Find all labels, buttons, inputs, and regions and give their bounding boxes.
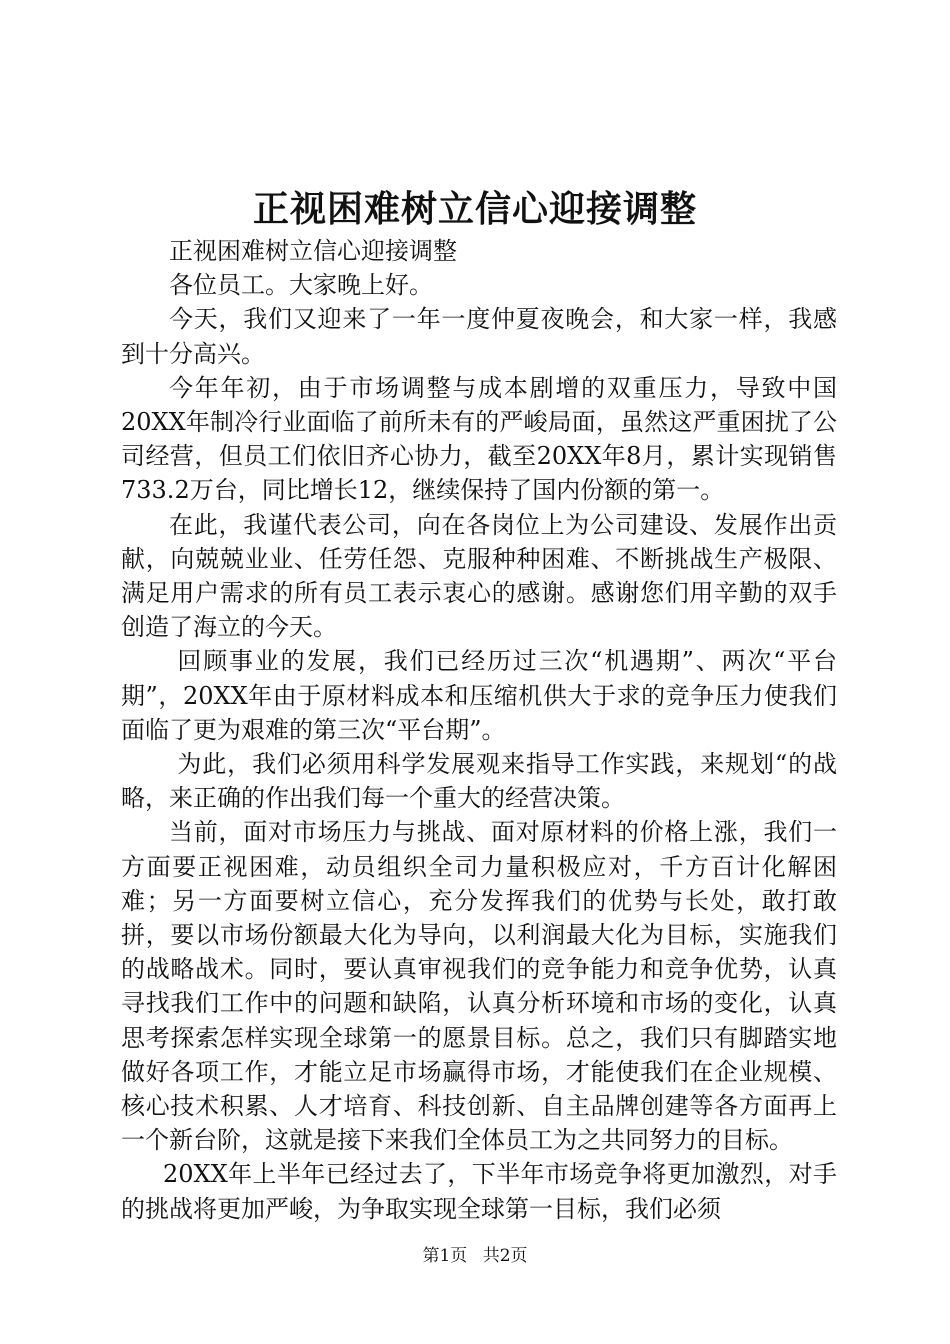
document-body — [121, 234, 837, 1226]
paragraph-second-half: 20XX年上半年已经过去了，下半年市场竞争将更加激烈，对手的挑战将更加严峻，为争取实现全球第一目标，我们必须 — [121, 1160, 837, 1223]
paragraph-greeting: 各位员工。大家晚上好。 — [169, 271, 433, 300]
paragraph-strategy: 为此，我们必须用科学发展观来指导工作实践，来规划“的战略，来正确的作出我们每一个重大的经营决策。 — [121, 750, 837, 813]
paragraph-subtitle: 正视困难树立信心迎接调整 — [169, 237, 457, 265]
page-footer — [0, 1245, 950, 1267]
page-number: 第1页 — [422, 1246, 468, 1266]
paragraph-review: 回顾事业的发展，我们已经历过三次“机遇期”、两次“平台期”，20XX年由于原材料成本和压缩机供大于求的竞争压力使我们面临了更为艰难的第三次“平台期”。 — [121, 647, 837, 744]
document-title: 正视困难树立信心迎接调整 — [252, 188, 697, 230]
paragraph-market-situation: 今年年初，由于市场调整与成本剧增的双重压力，导致中国20XX年制冷行业面临了前所未有的严峻局面，虽然这严重困扰了公司经营，但员工们依旧齐心协力，截至20XX年8月，累计实现销售733.2万台，同比增长12，继续保持了国内份额的第一。 — [121, 373, 837, 505]
paragraph-thanks: 在此，我谨代表公司，向在各岗位上为公司建设、发展作出贡献，向兢兢业业、任劳任怨、克服种种困难、不断挑战生产极限、满足用户需求的所有员工表示衷心的感谢。感谢您们用辛勤的双手创造了海立的今天。 — [121, 510, 837, 642]
page-total: 共2页 — [482, 1246, 528, 1266]
paragraph-current-tasks: 当前，面对市场压力与挑战、面对原材料的价格上涨，我们一方面要正视困难，动员组织全司力量积极应对，千方百计化解困难；另一方面要树立信心，充分发挥我们的优势与长处，敢打敢拼，要以市场份额最大化为导向，以利润最大化为目标，实施我们的战略战术。同时，要认真审视我们的竞争能力和竞争优势，认真寻找我们工作中的问题和缺陷，认真分析环境和市场的变化，认真思考探索怎样实现全球第一的愿景目标。总之，我们只有脚踏实地做好各项工作，才能立足市场赢得市场，才能使我们在企业规模、核心技术积累、人才培育、科技创新、自主品牌创建等各方面再上一个新台阶，这就是接下来我们全体员工为之共同努力的目标。 — [121, 818, 837, 1155]
paragraph-opening: 今天，我们又迎来了一年一度仲夏夜晚会，和大家一样，我感到十分高兴。 — [121, 305, 837, 368]
